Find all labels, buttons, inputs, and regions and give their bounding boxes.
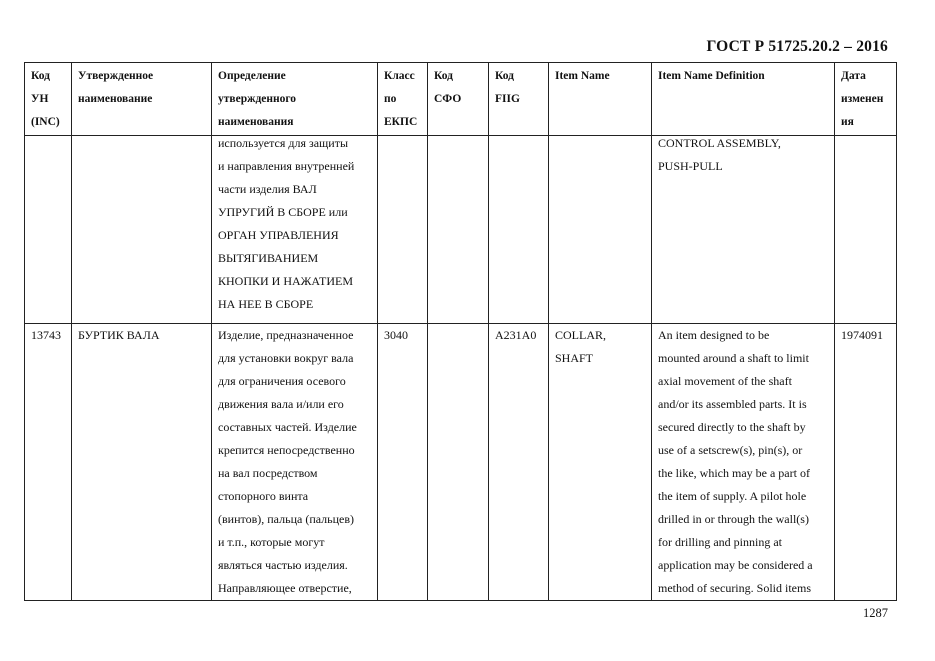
cell-change-date: 1974091: [835, 324, 897, 601]
page-number: 1287: [863, 606, 888, 620]
header-definition-ru: Определение утвержденного наименования: [212, 63, 378, 136]
header-fiig-code: Код FIIG: [489, 63, 549, 136]
cell-definition-en: CONTROL ASSEMBLY, PUSH-PULL: [652, 136, 835, 324]
cell-item-name: COLLAR, SHAFT: [549, 324, 652, 601]
cell-item-name: [549, 136, 652, 324]
cell-ekps-class: [378, 136, 428, 324]
header-ekps-class: Класс по ЕКПС: [378, 63, 428, 136]
header-approved-name: Утвержденное наименование: [72, 63, 212, 136]
cell-approved-name: БУРТИК ВАЛА: [72, 324, 212, 601]
header-change-date: Дата изменен ия: [835, 63, 897, 136]
cell-definition-en: An item designed to be mounted around a shaft to limit axial movement of the shaft and/or its assembled parts. It is secured directly to the shaft by use of a setscrew(s), pin(s), or the like, which may be a part of the item of supply. A pilot hole drilled in or through the wall(s) for drilling and pinning at application may be considered a method of securing. Solid items: [652, 324, 835, 601]
table-row-continuation: [25, 136, 897, 324]
cell-inc: [25, 136, 72, 324]
cell-change-date: [835, 136, 897, 324]
cell-ekps-class: 3040: [378, 324, 428, 601]
table-header-row: [25, 63, 897, 136]
catalog-table: [24, 62, 897, 601]
cell-sfo-code: [428, 136, 489, 324]
cell-definition-ru: используется для защиты и направления внутренней части изделия ВАЛ УПРУГИЙ В СБОРЕ или ОРГАН УПРАВЛЕНИЯ ВЫТЯГИВАНИЕМ КНОПКИ И НАЖАТИЕМ НА НЕЕ В СБОРЕ: [212, 136, 378, 324]
header-item-name-definition: Item Name Definition: [652, 63, 835, 136]
table-row: [25, 324, 897, 601]
cell-fiig-code: A231A0: [489, 324, 549, 601]
cell-definition-ru: Изделие, предназначенное для установки вокруг вала для ограничения осевого движения вала и/или его составных частей. Изделие крепится непосредственно на вал посредством стопорного винта (винтов), пальца (пальцев) и т.п., которые могут являться частью изделия. Направляющее отверстие,: [212, 324, 378, 601]
cell-approved-name: [72, 136, 212, 324]
cell-inc: 13743: [25, 324, 72, 601]
document-title: ГОСТ Р 51725.20.2 – 2016: [706, 38, 888, 55]
cell-fiig-code: [489, 136, 549, 324]
header-inc: Код УН (INC): [25, 63, 72, 136]
cell-sfo-code: [428, 324, 489, 601]
header-item-name: Item Name: [549, 63, 652, 136]
header-sfo-code: Код СФО: [428, 63, 489, 136]
